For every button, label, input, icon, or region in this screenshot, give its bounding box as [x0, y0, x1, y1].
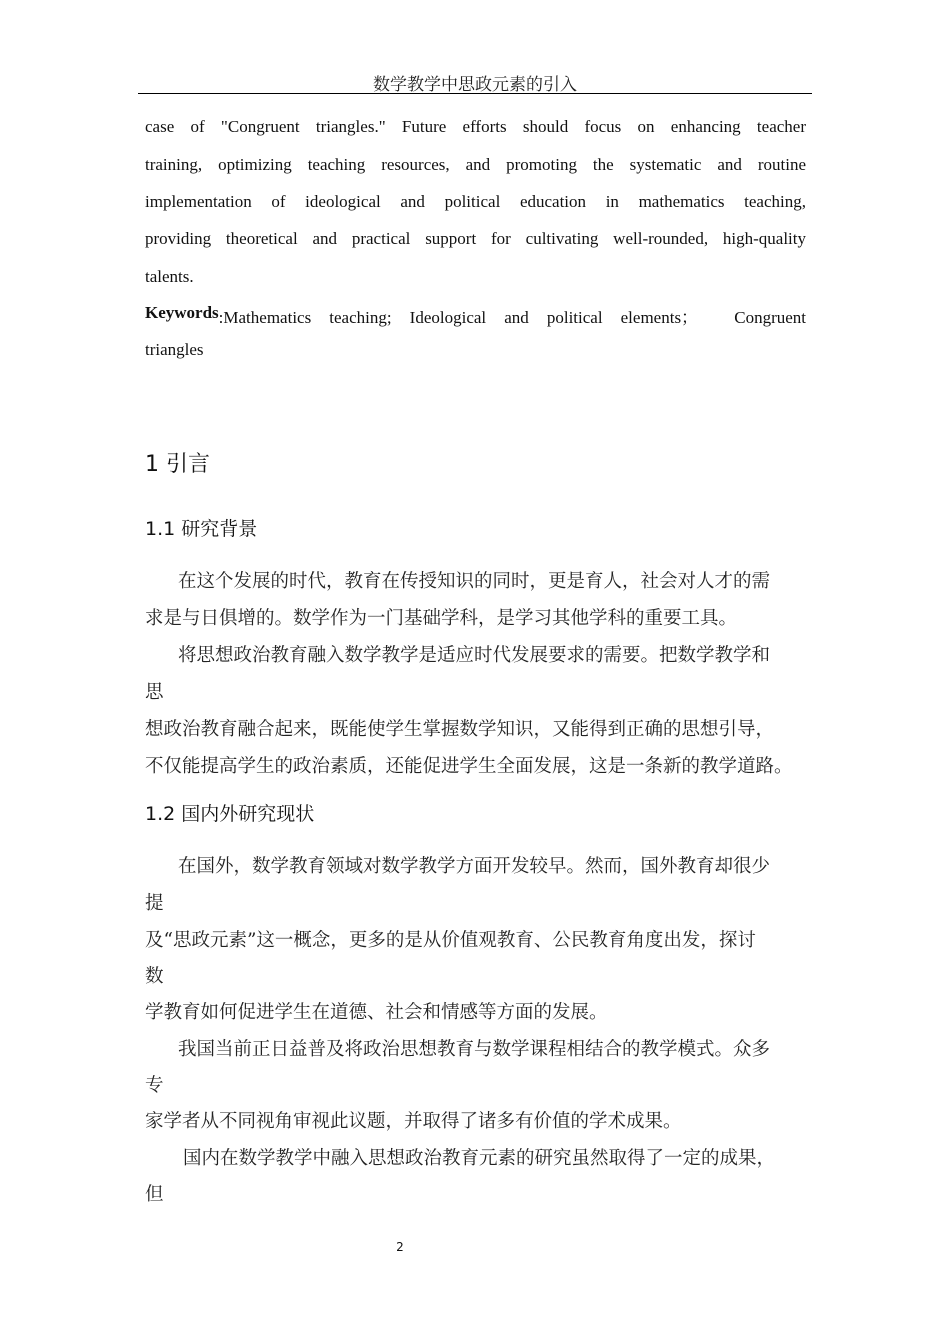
keywords-label: Keywords — [145, 303, 219, 322]
paragraph-line: 在国外，数学教育领域对数学教学方面开发较早。然而，国外教育却很少 — [178, 856, 771, 877]
paragraph-line: 及“思政元素”这一概念，更多的是从价值观教育、公民教育角度出发，探讨 — [145, 930, 756, 951]
page-number: 2 — [396, 1240, 404, 1254]
abstract-line: talents. — [145, 267, 194, 286]
paragraph-line: 我国当前正日益普及将政治思想教育与数学课程相结合的教学模式。众多 — [178, 1039, 771, 1060]
subsection-heading: 1.1 研究背景 — [145, 518, 258, 540]
paragraph-line: 但 — [145, 1184, 164, 1205]
keywords-continued: triangles — [145, 340, 204, 359]
paragraph-line: 国内在数学教学中融入思想政治教育元素的研究虽然取得了一定的成果， — [183, 1148, 776, 1169]
section-heading: 1 引言 — [145, 452, 210, 477]
paragraph-line: 提 — [145, 893, 164, 914]
abstract-line: providing theoretical and practical support for cultivating well-rounded, high-quality — [145, 229, 806, 248]
abstract-line: training, optimizing teaching resources, and promoting the systematic and routine — [145, 155, 806, 174]
subsection-heading: 1.2 国内外研究现状 — [145, 803, 315, 825]
abstract-line: case of "Congruent triangles." Future efforts should focus on enhancing teacher — [145, 117, 806, 136]
paragraph-line: 在这个发展的时代，教育在传授知识的同时，更是育人，社会对人才的需 — [178, 571, 771, 592]
keywords-line — [145, 303, 806, 328]
paragraph-line: 专 — [145, 1075, 164, 1096]
paragraph-line: 思 — [145, 682, 164, 703]
abstract-line: implementation of ideological and political education in mathematics teaching, — [145, 192, 806, 211]
paragraph-line: 想政治教育融合起来，既能使学生掌握数学知识，又能得到正确的思想引导， — [145, 719, 775, 740]
header-rule — [138, 93, 812, 94]
paragraph-line: 家学者从不同视角审视此议题，并取得了诸多有价值的学术成果。 — [145, 1111, 682, 1132]
running-header: 数学教学中思政元素的引入 — [373, 75, 577, 95]
paragraph-line: 将思想政治教育融入数学教学是适应时代发展要求的需要。把数学教学和 — [178, 645, 771, 666]
paragraph-line: 数 — [145, 966, 164, 987]
paragraph-line: 不仅能提高学生的政治素质，还能促进学生全面发展，这是一条新的教学道路。 — [145, 756, 793, 777]
keywords-text: :Mathematics teaching; Ideological and political elements； Congruent — [218, 308, 806, 327]
paragraph-line: 求是与日俱增的。数学作为一门基础学科，是学习其他学科的重要工具。 — [145, 608, 738, 629]
paragraph-line: 学教育如何促进学生在道德、社会和情感等方面的发展。 — [145, 1002, 608, 1023]
